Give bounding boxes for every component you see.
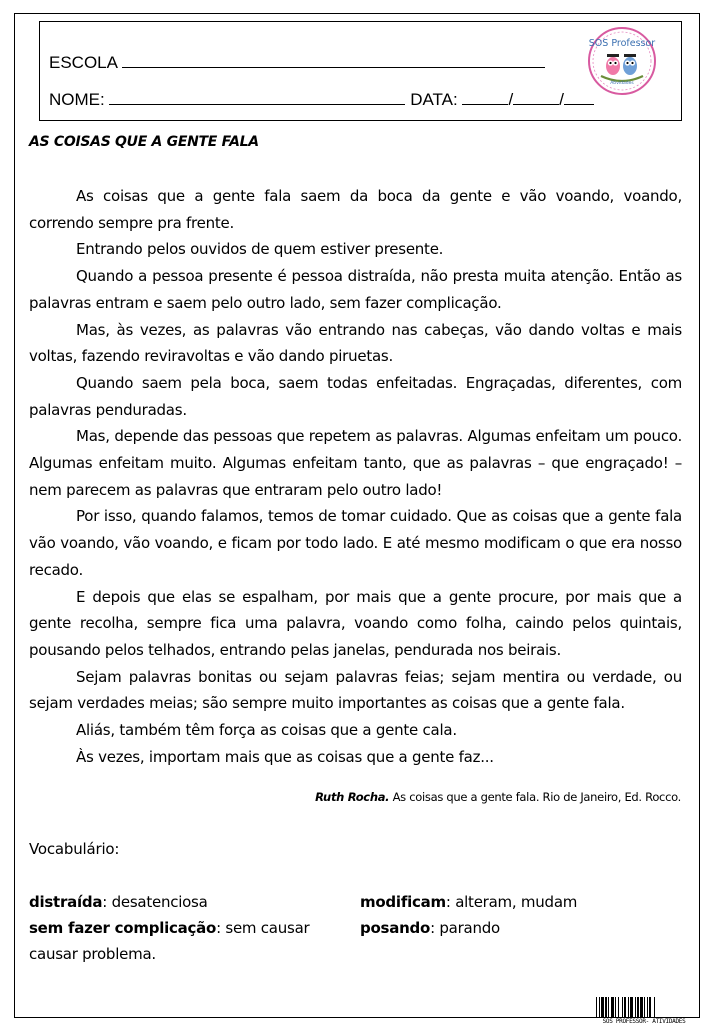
barcode-bar xyxy=(599,997,600,1017)
data-slash-1: / xyxy=(508,90,514,109)
main-text xyxy=(29,183,682,770)
escola-field[interactable] xyxy=(122,52,545,68)
paragraph: Por isso, quando falamos, temos de tomar cuidado. Que as coisas que a gente fala vão voando, vão voando, e ficam por todo lado. E até mesmo modificam o que era nosso recado. xyxy=(29,507,682,579)
barcode-bar xyxy=(630,997,633,1017)
vocab-definition: : sem causar xyxy=(216,919,310,937)
vocab-term: modificam xyxy=(360,893,446,911)
nome-label: NOME: xyxy=(49,90,105,109)
barcode-bar xyxy=(618,997,619,1017)
vocab-definition: : alteram, mudam xyxy=(445,893,578,911)
barcode-bar xyxy=(640,997,643,1017)
escola-line xyxy=(49,52,545,73)
paragraph: Entrando pelos ouvidos de quem estiver presente. xyxy=(76,240,444,259)
barcode-bar xyxy=(654,997,655,1017)
citation-source: As coisas que a gente fala. Rio de Janeiro, Ed. Rocco. xyxy=(392,790,681,804)
vocab-definition: : parando xyxy=(430,919,500,937)
data-label: DATA: xyxy=(410,90,458,109)
nome-field[interactable] xyxy=(109,89,405,105)
barcode-bar xyxy=(608,997,609,1017)
paragraph: As coisas que a gente fala saem da boca da gente e vão voando, voando, correndo sempre pra frente. xyxy=(29,187,682,232)
vocab-column-left xyxy=(29,889,329,967)
vocab-term: distraída xyxy=(29,893,103,911)
citation-author: Ruth Rocha. xyxy=(315,790,390,804)
sos-professor-logo xyxy=(587,26,657,96)
paragraph: Mas, depende das pessoas que repetem as palavras. Algumas enfeitam um pouco. Algumas enfeitam muito. Algumas enfeitam tanto, que as palavras – que engraçado! – nem parecem as palavras que entraram pelo outro lado! xyxy=(29,427,682,499)
vocab-term: posando xyxy=(360,919,431,937)
nome-data-line xyxy=(49,89,594,110)
vocab-column-right xyxy=(360,889,680,941)
barcode-bar xyxy=(615,997,616,1017)
vocab-entry-complicacao xyxy=(29,915,329,941)
barcode-bar xyxy=(644,997,645,1017)
data-slash-2: / xyxy=(559,90,564,109)
barcode-caption: SOS PROFESSOR- ATIVIDADES xyxy=(602,1018,686,1025)
vocab-definition: : desatenciosa xyxy=(102,893,208,911)
paragraph: Quando a pessoa presente é pessoa distraída, não presta muita atenção. Então as palavras entram e saem pelo outro lado, sem fazer complicação. xyxy=(29,267,682,312)
paragraph: Aliás, também têm força as coisas que a gente cala. xyxy=(76,721,457,740)
vocab-term: sem fazer complicação xyxy=(29,919,217,937)
paragraph: E depois que elas se espalham, por mais que a gente procure, por mais que a gente recolha, sempre fica uma palavra, voando como folha, caindo pelos quintais, pousando pelos telhados, entrando pelas janelas, pendurada nos beirais. xyxy=(29,587,682,659)
barcode-bar xyxy=(647,997,648,1017)
barcode-bar xyxy=(624,997,626,1017)
barcode-bar xyxy=(628,997,629,1017)
barcode-bar xyxy=(637,997,639,1017)
logo-text: SOS Professor xyxy=(588,38,656,49)
data-month-field[interactable] xyxy=(513,89,559,105)
vocab-title: Vocabulário: xyxy=(29,840,120,858)
paragraph: Sejam palavras bonitas ou sejam palavras feias; sejam mentira ou verdade, ou sejam verdades meias; são sempre muito importantes as coisas que a gente fala. xyxy=(29,667,682,713)
data-day-field[interactable] xyxy=(462,89,508,105)
barcode-bar xyxy=(605,997,607,1017)
vocab-entry-modificam xyxy=(360,889,680,915)
barcode-bar xyxy=(596,997,597,1017)
barcode-bar xyxy=(622,997,623,1017)
text-title: AS COISAS QUE A GENTE FALA xyxy=(29,134,259,150)
barcode-bar xyxy=(649,997,651,1017)
vocab-entry-distraida xyxy=(29,889,329,915)
logo-subtext: Atividades xyxy=(610,81,634,86)
citation xyxy=(315,790,681,804)
paragraph: Às vezes, importam mais que as coisas que a gente faz... xyxy=(76,747,494,766)
paragraph: Mas, às vezes, as palavras vão entrando nas cabeças, vão dando voltas e mais voltas, fazendo reviravoltas e vão dando piruetas. xyxy=(29,320,682,366)
student-info-header xyxy=(39,21,682,121)
paragraph: Quando saem pela boca, saem todas enfeitadas. Engraçadas, diferentes, com palavras penduradas. xyxy=(29,373,682,419)
barcode-bar xyxy=(611,997,614,1017)
vocab-entry-posando xyxy=(360,915,680,941)
barcode-bar xyxy=(635,997,636,1017)
barcode-bar xyxy=(601,997,604,1017)
escola-label: ESCOLA xyxy=(49,53,118,72)
barcode xyxy=(596,997,690,1017)
vocab-definition-continued: causar problema. xyxy=(29,945,156,963)
